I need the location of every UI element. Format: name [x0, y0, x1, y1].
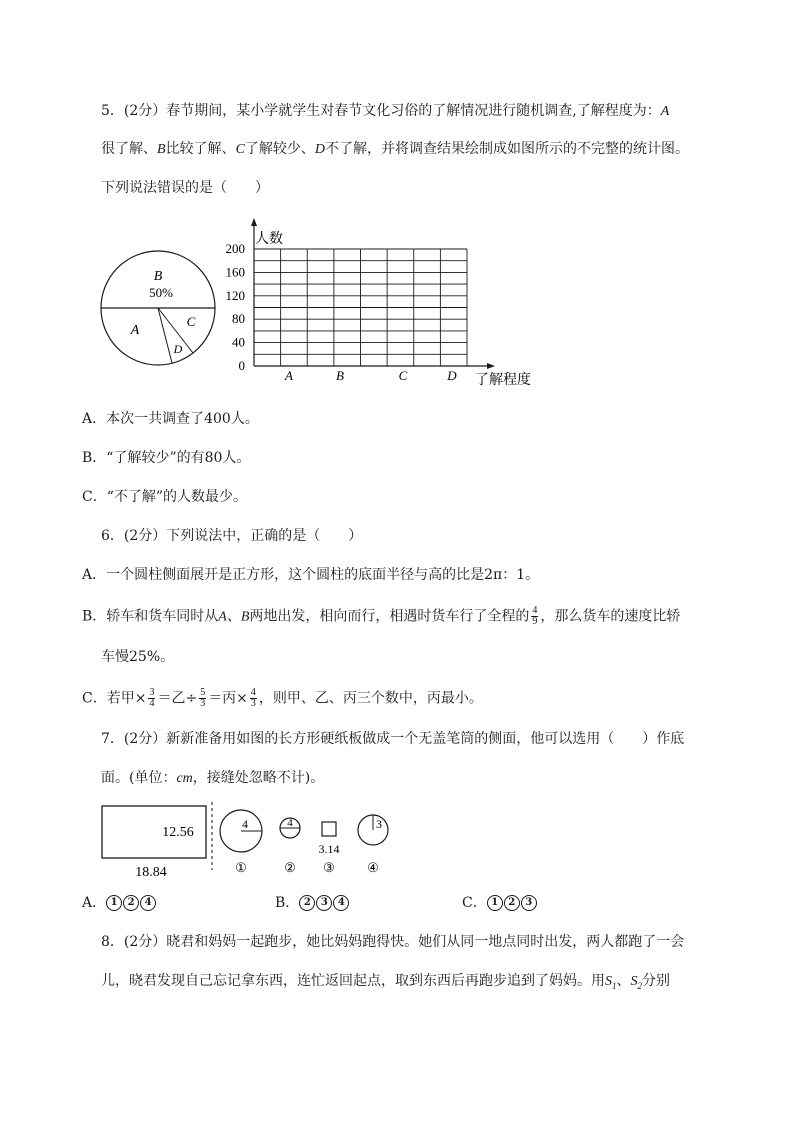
x-category-labels: [284, 368, 457, 383]
q7-c-item1: 1: [487, 895, 503, 911]
x-category-label: B: [336, 368, 344, 383]
q7-line1: 7．(2分）新新准备用如图的长方形硬纸板做成一个无盖笔筒的侧面，他可以选用（ ）作底: [101, 731, 685, 747]
shape4-number: ④: [367, 860, 379, 875]
pie-label-b-percent: 50%: [149, 285, 173, 300]
q5-line2-b: 比较了解、: [165, 141, 236, 157]
y-axis-arrow: [251, 218, 257, 226]
q6-b-text2: 两地出发，相向而行，相遇时货车行了全程的: [249, 608, 530, 625]
x-category-label: A: [285, 368, 293, 383]
q5-line3: 下列说法错误的是（ ）: [101, 180, 269, 196]
q6-c-text2: ＝乙÷: [157, 690, 198, 707]
pie-label-c: C: [186, 314, 196, 329]
q6-c-frac2: [199, 688, 206, 709]
q6-b-fraction: [531, 606, 538, 627]
rect-height-label: 12.56: [162, 825, 194, 840]
q8-s2: S: [630, 974, 638, 989]
pie-label-d: D: [173, 342, 183, 356]
y-tick-label: 160: [225, 264, 245, 280]
q7-a-item2: 2: [123, 895, 139, 911]
q6-option-b-line2: 车慢25%。: [101, 649, 175, 665]
q5-option-c[interactable]: C．“不了解”的人数最少。: [82, 489, 248, 505]
q7-line2-b: ，接缝处忽略不计)。: [192, 770, 325, 786]
q7-b-item3: 4: [333, 895, 349, 911]
q6-c-text4: ，则甲、乙、丙三个数中，丙最小。: [258, 690, 483, 707]
shape2-number: ②: [284, 860, 296, 875]
q6-b-text3: ，那么货车的速度比轿: [540, 608, 681, 625]
q6-option-a[interactable]: A．一个圆柱侧面展开是正方形，这个圆柱的底面半径与高的比是2π：1。: [82, 567, 540, 583]
q7-a-item3: 4: [140, 895, 156, 911]
q7-b-item2: 3: [316, 895, 332, 911]
q5-option-a[interactable]: A．本次一共调查了400人。: [82, 411, 259, 427]
q5-line2-D: D: [314, 142, 326, 157]
q5-pie-chart: [95, 245, 221, 370]
rect-width-label: 18.84: [135, 865, 167, 880]
q6-c-frac3: [250, 688, 257, 709]
q7-line2-a: 面。(单位：: [101, 770, 177, 786]
q5-line1-A: A: [660, 104, 670, 119]
q8-line2-b: 分别: [642, 973, 670, 989]
q6-option-c[interactable]: [82, 688, 483, 709]
q7-option-a-label: A．: [82, 895, 107, 911]
q7-c-item3: 3: [521, 895, 537, 911]
q5-line1-text: 5．(2分）春节期间，某小学就学生对春节文化习俗的了解情况进行随机调查,了解程度为：: [101, 103, 661, 119]
q8-s2-sub: 2: [637, 980, 642, 991]
shape3-number: ③: [323, 860, 335, 875]
q6-c-text1: C．若甲×: [82, 690, 147, 707]
q7-c-item2: 2: [504, 895, 520, 911]
q6-c-f2-num: 5: [200, 687, 206, 698]
q5-bar-chart: [222, 216, 537, 390]
q7-option-b[interactable]: [275, 893, 350, 913]
q6-c-frac1: [148, 688, 155, 709]
q5-line2-d: 不了解，并将调查结果绘制成如图所示的不完整的统计图。: [325, 141, 690, 157]
q8-line2: [101, 971, 670, 996]
q8-line1: 8．(2分）晓君和妈妈一起跑步，她比妈妈跑得快。她们从同一地点同时出发，两人都跑了一会: [101, 934, 685, 950]
q6-stem: 6．(2分）下列说法中，正确的是（ ）: [101, 528, 363, 544]
y-tick-labels: [226, 241, 246, 373]
q8-sep: 、: [616, 973, 631, 989]
q6-b-frac-den: 9: [532, 616, 538, 627]
q7-line2: [101, 768, 324, 789]
shape4-label: 3: [376, 817, 382, 831]
q7-option-a[interactable]: [82, 893, 157, 913]
shape1-number: ①: [235, 860, 247, 875]
x-axis-label: 了解程度: [475, 372, 531, 388]
bar-grid: [254, 249, 467, 366]
y-tick-label: 0: [238, 358, 245, 373]
q5-line2-B: B: [157, 142, 166, 157]
q5-line2-C: C: [235, 142, 245, 157]
q7-unit: cm: [176, 771, 193, 786]
shape2-label: 4: [287, 817, 293, 829]
q5-line2-a: 很了解、: [101, 141, 157, 157]
q7-figure: [95, 800, 405, 880]
x-category-label: C: [398, 368, 408, 383]
q5-line2-c: 了解较少、: [244, 141, 315, 157]
q5-option-b[interactable]: B．“了解较少”的有80人。: [82, 450, 251, 466]
q7-option-c-label: C．: [462, 895, 487, 911]
y-tick-label: 40: [232, 334, 245, 350]
shape3-square: [322, 822, 336, 836]
q7-option-c[interactable]: [462, 893, 538, 913]
q6-c-f1-num: 3: [149, 687, 155, 698]
x-category-label: D: [447, 368, 457, 383]
pie-label-b: B: [153, 269, 163, 284]
q8-line2-a: 儿，晓君发现自己忘记拿东西，连忙返回起点，取到东西后再跑步追到了妈妈。用: [101, 973, 605, 989]
q5-line1: [101, 101, 669, 122]
q6-c-f1-den: 4: [149, 698, 155, 709]
q7-b-item1: 2: [299, 895, 315, 911]
q6-c-f3-den: 3: [250, 698, 256, 709]
q8-s1: S: [605, 974, 612, 989]
q6-option-b[interactable]: [82, 606, 680, 628]
q7-a-item1: 1: [106, 895, 122, 911]
shape1-label: 4: [242, 817, 248, 831]
pie-label-a: A: [130, 323, 140, 338]
x-axis-arrow: [487, 363, 495, 369]
q7-option-b-label: B．: [275, 895, 300, 911]
q6-b-text1: B．轿车和货车同时从: [82, 608, 219, 625]
shape3-label: 3.14: [318, 842, 340, 856]
q6-b-ab: A、B: [218, 609, 250, 625]
y-axis-label: 人数: [255, 231, 283, 247]
q6-c-text3: ＝丙×: [208, 690, 248, 707]
y-tick-label: 80: [232, 311, 245, 327]
y-tick-label: 200: [225, 241, 245, 256]
q6-c-f2-den: 3: [200, 698, 206, 709]
q6-b-frac-num: 4: [532, 605, 538, 616]
q8-s1-sub: 1: [612, 980, 617, 991]
q5-line2: [101, 139, 689, 160]
y-tick-label: 120: [225, 287, 245, 303]
q6-c-f3-num: 4: [250, 687, 256, 698]
